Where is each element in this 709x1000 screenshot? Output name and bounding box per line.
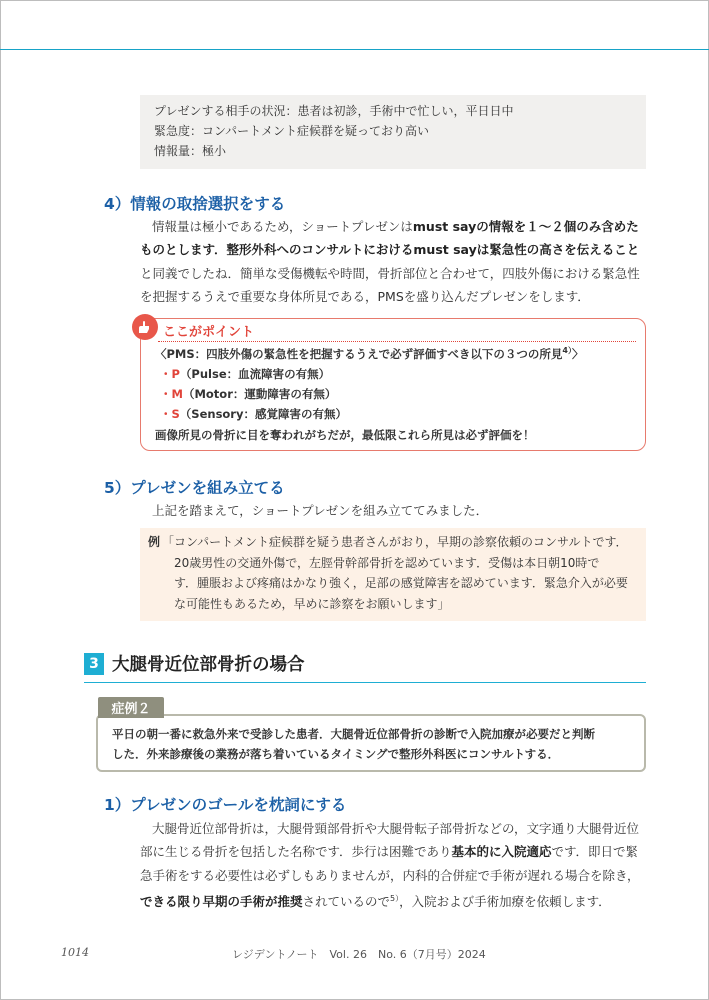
- situation-box: [140, 95, 646, 169]
- example-line: な可能性もあるため，早めに診察をお願いします」: [174, 596, 450, 611]
- paragraph-line: と同義でしたね．簡単な受傷機転や時間，骨折部位と合わせて，四肢外傷における緊急性: [140, 265, 640, 281]
- section5-intro: 上記を踏まえて，ショートプレゼンを組み立ててみました．: [152, 503, 489, 518]
- section-rule: [84, 682, 646, 683]
- section-number-badge: 3: [84, 653, 104, 675]
- example-box: [140, 528, 646, 621]
- section-title: 大腿骨近位部骨折の場合: [112, 655, 305, 675]
- section-heading-1: 1）プレゼンのゴールを枕詞にする: [104, 796, 347, 814]
- case-box: [96, 714, 646, 772]
- section4-paragraph: [140, 215, 646, 308]
- situation-line: 緊急度：コンパートメント症候群を疑っており高い: [154, 124, 430, 138]
- paragraph-line: ものとします．整形外科へのコンサルトにおけるmust sayは緊急性の高さを伝えること: [140, 242, 640, 258]
- point-item: ・S（Sensory：感覚障害の有無）: [160, 407, 347, 421]
- paragraph-line: できる限り早期の手術が推奨されているので$^{5)}$，入院および手術加療を依頼します．: [140, 893, 611, 910]
- section1-paragraph: [140, 817, 646, 913]
- header-rule: [0, 0, 709, 50]
- page-number: 1014: [61, 946, 89, 959]
- paragraph-line: を把握するうえで重要な身体所見である，PMSを盛り込んだプレゼンをします．: [140, 288, 590, 304]
- point-intro: 〈PMS：四肢外傷の緊急性を把握するうえで必ず評価すべき以下の３つの所見$^{4)}$〉: [155, 346, 584, 361]
- example-label: 例: [148, 535, 161, 549]
- pointing-hand-icon: [132, 314, 158, 340]
- point-item: ・P（Pulse：血流障害の有無）: [160, 367, 331, 381]
- point-item: ・M（Motor：運動障害の有無）: [160, 387, 337, 401]
- situation-line: プレゼンする相手の状況：患者は初診，手術中で忙しい，平日日中: [154, 104, 514, 118]
- situation-line: 情報量：極小: [154, 144, 227, 158]
- case-label: 症例２: [98, 697, 164, 718]
- section-heading-4: 4）情報の取捨選択をする: [104, 195, 286, 213]
- paragraph-line: 急手術をする必要性は必ずしもありませんが，内科的合併症で手術が遅れる場合を除き，: [140, 867, 640, 883]
- section-heading-5: 5）プレゼンを組み立てる: [104, 479, 285, 497]
- example-line: 20歳男性の交通外傷で，左脛骨幹部骨折を認めています．受傷は本日朝10時で: [174, 555, 600, 570]
- dotted-divider: [158, 341, 636, 342]
- case-line: した．外来診療後の業務が落ち着いているタイミングで整形外科医にコンサルトする．: [112, 747, 560, 761]
- example-line: 例 「コンパートメント症候群を疑う患者さんがおり，早期の診察依頼のコンサルトです．: [148, 535, 628, 549]
- point-note: 画像所見の骨折に目を奪われがちだが，最低限これら所見は必ず評価を！: [155, 428, 535, 442]
- journal-footer: レジデントノート Vol. 26 No. 6（7月号）2024: [232, 948, 486, 961]
- point-title: ここがポイント: [163, 325, 255, 340]
- paragraph-line: 情報量は極小であるため，ショートプレゼンはmust sayの情報を１〜２個のみ含めた: [152, 219, 639, 234]
- paragraph-line: 大腿骨近位部骨折は，大腿骨頸部骨折や大腿骨転子部骨折などの，文字通り大腿骨近位: [152, 821, 640, 836]
- case-line: 平日の朝一番に救急外来で受診した患者．大腿骨近位部骨折の診断で入院加療が必要だと判断: [112, 727, 595, 741]
- example-line: す．腫脹および疼痛はかなり強く，足部の感覚障害を認めています．緊急介入が必要: [174, 576, 628, 590]
- paragraph-line: 部に生じる骨折を包括した名称です．歩行は困難であり基本的に入院適応です．即日で緊: [140, 844, 639, 860]
